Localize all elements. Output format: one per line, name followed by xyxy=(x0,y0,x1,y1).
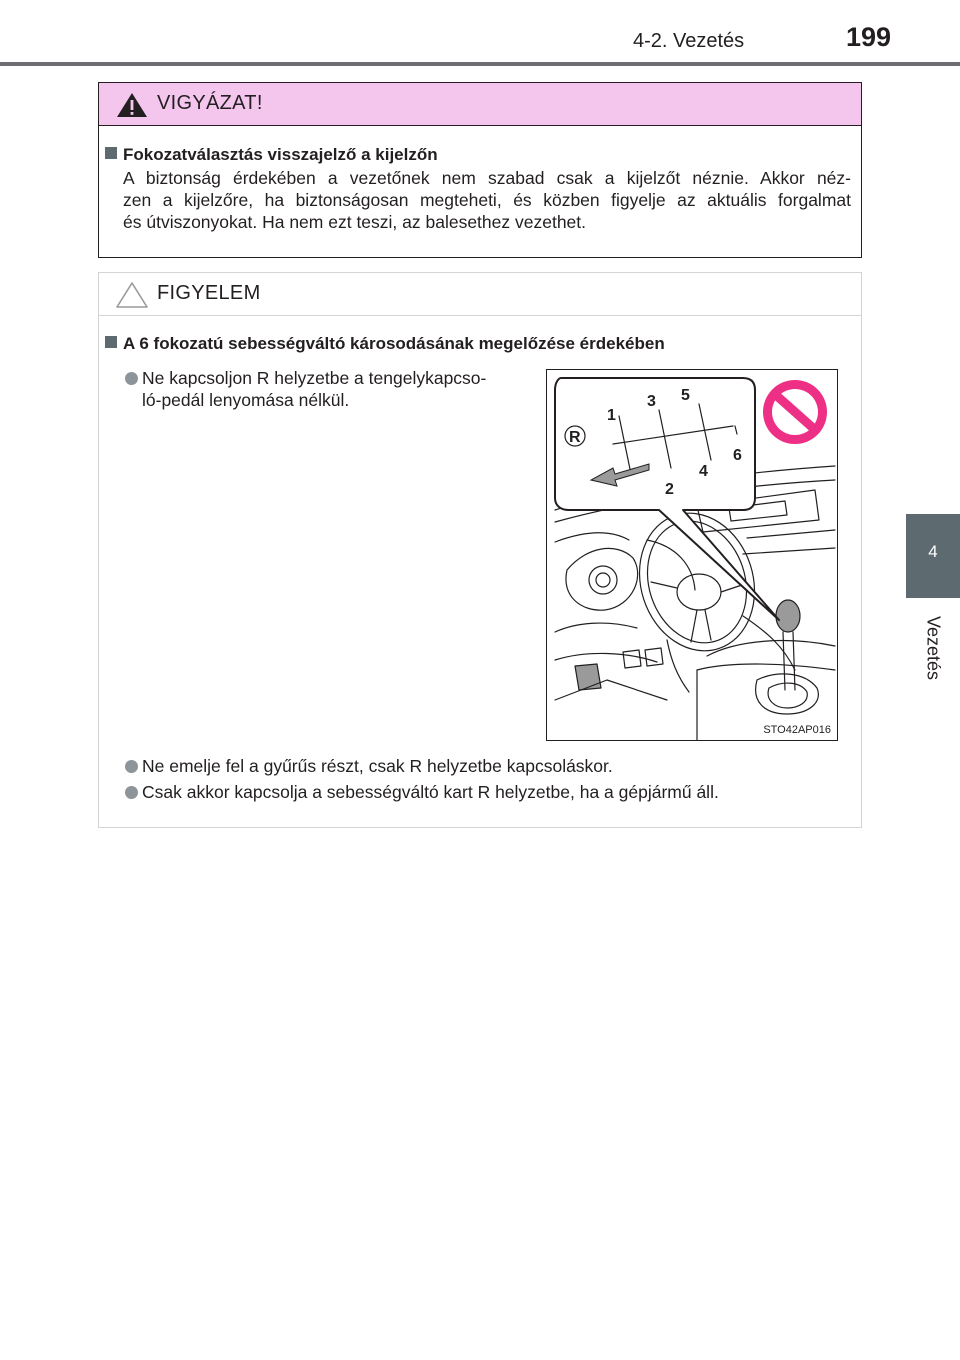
gear-label-3: 3 xyxy=(647,393,656,410)
round-bullet-icon xyxy=(125,760,138,773)
prohibition-sign-icon xyxy=(763,380,827,444)
figure-code: STO42AP016 xyxy=(763,724,831,736)
header-section-title: 4-2. Vezetés xyxy=(633,30,745,52)
gear-label-2: 2 xyxy=(665,481,674,498)
bullet-text: Ne emelje fel a gyűrűs részt, csak R helyzetbe kapcsoláskor. xyxy=(142,756,613,776)
bullet-text-continued: ló-pedál lenyomása nélkül. xyxy=(142,390,350,410)
notice-bullet xyxy=(125,755,613,777)
caution-triangle-outline-icon xyxy=(115,281,149,309)
round-bullet-icon xyxy=(125,372,138,385)
gear-label-6: 6 xyxy=(733,447,742,464)
warning-box xyxy=(98,82,862,258)
warning-title: VIGYÁZAT! xyxy=(157,92,263,114)
notice-bullet xyxy=(125,367,486,411)
gear-label-r: R xyxy=(569,429,581,446)
chapter-tab xyxy=(906,514,960,598)
warning-heading xyxy=(105,145,438,165)
bullet-text: Csak akkor kapcsolja a sebességváltó kart R helyzetbe, ha a gépjármű áll. xyxy=(142,782,719,802)
warning-header xyxy=(99,83,861,126)
chapter-title: Vezetés xyxy=(923,615,944,681)
notice-header xyxy=(99,273,861,316)
chapter-label xyxy=(906,606,960,690)
warning-heading-text: Fokozatválasztás visszajelző a kijelzőn xyxy=(123,145,438,164)
notice-heading-text: A 6 fokozatú sebességváltó károsodásának megelőzése érdekében xyxy=(123,334,665,353)
notice-heading xyxy=(105,334,665,354)
warning-paragraph xyxy=(123,167,851,233)
page-number: 199 xyxy=(846,22,892,52)
notice-box xyxy=(98,272,862,828)
notice-bullet xyxy=(125,781,719,803)
square-bullet-icon xyxy=(105,336,117,348)
warning-triangle-icon xyxy=(115,91,149,119)
gear-label-4: 4 xyxy=(699,463,708,480)
gear-label-5: 5 xyxy=(681,387,690,404)
round-bullet-icon xyxy=(125,786,138,799)
warning-line: és útviszonyokat. Ha nem ezt teszi, az balesethez vezethet. xyxy=(123,212,587,232)
shifter-illustration xyxy=(546,369,838,741)
notice-title: FIGYELEM xyxy=(157,282,261,304)
square-bullet-icon xyxy=(105,147,117,159)
warning-line: A biztonság érdekében a vezetőnek nem szabad csak a kijelzőt néznie. Akkor néz- xyxy=(123,168,851,188)
gear-label-1: 1 xyxy=(607,407,616,424)
bullet-text: Ne kapcsoljon R helyzetbe a tengelykapcso- xyxy=(142,368,487,388)
shifter-drawing xyxy=(547,370,838,741)
chapter-number: 4 xyxy=(928,542,938,561)
warning-line: zen a kijelzőre, ha biztonságosan megteheti, és közben figyelje az aktuális forgalmat xyxy=(123,190,851,210)
header-rule xyxy=(0,62,960,66)
